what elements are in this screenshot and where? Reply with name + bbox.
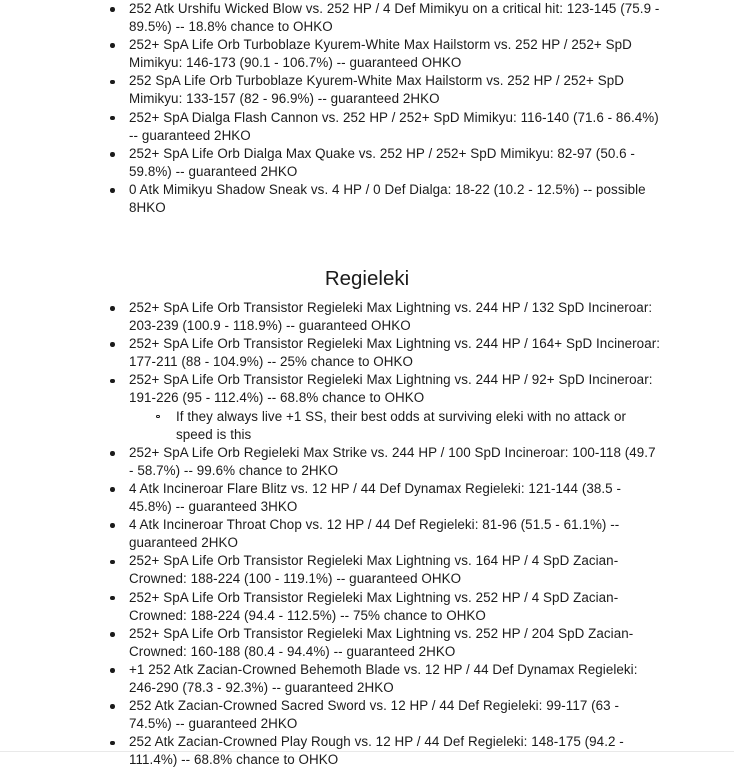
list-item bbox=[101, 480, 663, 516]
damage-calc-text: 4 Atk Incineroar Throat Chop vs. 12 HP / 44 Def Regieleki: 81-96 (51.5 - 61.1%) -- guaranteed 2HKO bbox=[129, 517, 620, 551]
list-item bbox=[101, 697, 663, 733]
damage-calc-text: 252+ SpA Life Orb Transistor Regieleki Max Lightning vs. 164 HP / 4 SpD Zacian-Crowned: 188-224 (100 - 119.1%) -- guaranteed OHKO bbox=[129, 553, 619, 587]
list-item bbox=[101, 371, 663, 443]
damage-calc-text: 252+ SpA Life Orb Transistor Regieleki Max Lightning vs. 252 HP / 204 SpD Zacian-Crowned: 160-188 (80.4 - 94.4%) -- guaranteed 2HKO bbox=[129, 625, 634, 659]
damage-calc-text: 252+ SpA Life Orb Transistor Regieleki Max Lightning vs. 244 HP / 164+ SpD Incineroar: 177-211 (88 - 104.9%) -- 25% chance to OHKO bbox=[129, 336, 661, 370]
damage-calc-text: 252+ SpA Life Orb Transistor Regieleki Max Lightning vs. 244 HP / 132 SpD Incineroar: 203-239 (100.9 - 118.9%) -- guaranteed OHKO bbox=[129, 300, 653, 334]
list-item bbox=[101, 145, 661, 181]
damage-calc-text: 252+ SpA Life Orb Dialga Max Quake vs. 252 HP / 252+ SpD Mimikyu: 82-97 (50.6 - 59.8%) -- guaranteed 2HKO bbox=[129, 145, 635, 179]
list-item bbox=[101, 181, 661, 217]
damage-calc-text: 252+ SpA Life Orb Transistor Regieleki Max Lightning vs. 252 HP / 4 SpD Zacian-Crowned: 188-224 (94.4 - 112.5%) -- 75% chance to OHKO bbox=[129, 589, 619, 623]
list-item bbox=[101, 661, 663, 697]
damage-calc-text: 252 SpA Life Orb Turboblaze Kyurem-White Max Hailstorm vs. 252 HP / 252+ SpD Mimikyu: 133-157 (82 - 96.9%) -- guaranteed 2HKO bbox=[129, 73, 624, 107]
damage-calc-text: 252+ SpA Life Orb Turboblaze Kyurem-White Max Hailstorm vs. 252 HP / 252+ SpD Mimikyu: 146-173 (90.1 - 106.7%) -- guaranteed OHKO bbox=[129, 37, 632, 71]
list-item bbox=[101, 625, 663, 661]
damage-calc-text: 252+ SpA Dialga Flash Cannon vs. 252 HP / 252+ SpD Mimikyu: 116-140 (71.6 - 86.4%) -- guaranteed 2HKO bbox=[129, 109, 659, 143]
damage-calc-text: 252 Atk Urshifu Wicked Blow vs. 252 HP / 4 Def Mimikyu on a critical hit: 123-145 (75.9 - 89.5%) -- 18.8% chance to OHKO bbox=[129, 1, 660, 35]
damage-calc-text: 252+ SpA Life Orb Transistor Regieleki Max Lightning vs. 244 HP / 92+ SpD Incineroar: 191-226 (95 - 112.4%) -- 68.8% chance to OHKO bbox=[129, 372, 653, 406]
list-item bbox=[101, 589, 663, 625]
list-item bbox=[101, 516, 663, 552]
list-item bbox=[101, 36, 661, 72]
sub-note-list bbox=[129, 408, 663, 444]
list-item bbox=[101, 0, 661, 36]
damage-calc-text: 252 Atk Zacian-Crowned Sacred Sword vs. 12 HP / 44 Def Regieleki: 99-117 (63 - 74.5%) -- guaranteed 2HKO bbox=[129, 698, 620, 732]
list-item bbox=[101, 109, 661, 145]
damage-calc-text: 0 Atk Mimikyu Shadow Sneak vs. 4 HP / 0 Def Dialga: 18-22 (10.2 - 12.5%) -- possible 8HKO bbox=[129, 181, 646, 216]
list-item bbox=[101, 72, 661, 108]
list-item bbox=[101, 552, 663, 588]
sub-list-item: If they always live +1 SS, their best odds at surviving eleki with no attack or speed is this bbox=[129, 408, 663, 444]
list-item bbox=[101, 335, 663, 371]
list-item bbox=[101, 444, 663, 480]
damage-calc-text: 4 Atk Incineroar Flare Blitz vs. 12 HP / 44 Def Dynamax Regieleki: 121-144 (38.5 - 45.8%) -- guaranteed 3HKO bbox=[129, 480, 622, 515]
damage-calc-text: +1 252 Atk Zacian-Crowned Behemoth Blade vs. 12 HP / 44 Def Dynamax Regieleki: 246-290 (78.3 - 92.3%) -- guaranteed 2HKO bbox=[129, 661, 638, 695]
damage-calc-text: 252 Atk Zacian-Crowned Play Rough vs. 12 HP / 44 Def Regieleki: 148-175 (94.2 - 111.4%) -- 68.8% chance to OHKO bbox=[129, 734, 624, 768]
damage-calc-text: 252+ SpA Life Orb Regieleki Max Strike vs. 244 HP / 100 SpD Incineroar: 100-118 (49.7 - 58.7%) -- 99.6% chance to 2HKO bbox=[129, 444, 656, 478]
damage-calc-list-top bbox=[101, 0, 661, 217]
page-title: Regieleki bbox=[324, 267, 410, 290]
damage-calc-list-regieleki bbox=[101, 299, 663, 769]
list-item bbox=[101, 299, 663, 335]
